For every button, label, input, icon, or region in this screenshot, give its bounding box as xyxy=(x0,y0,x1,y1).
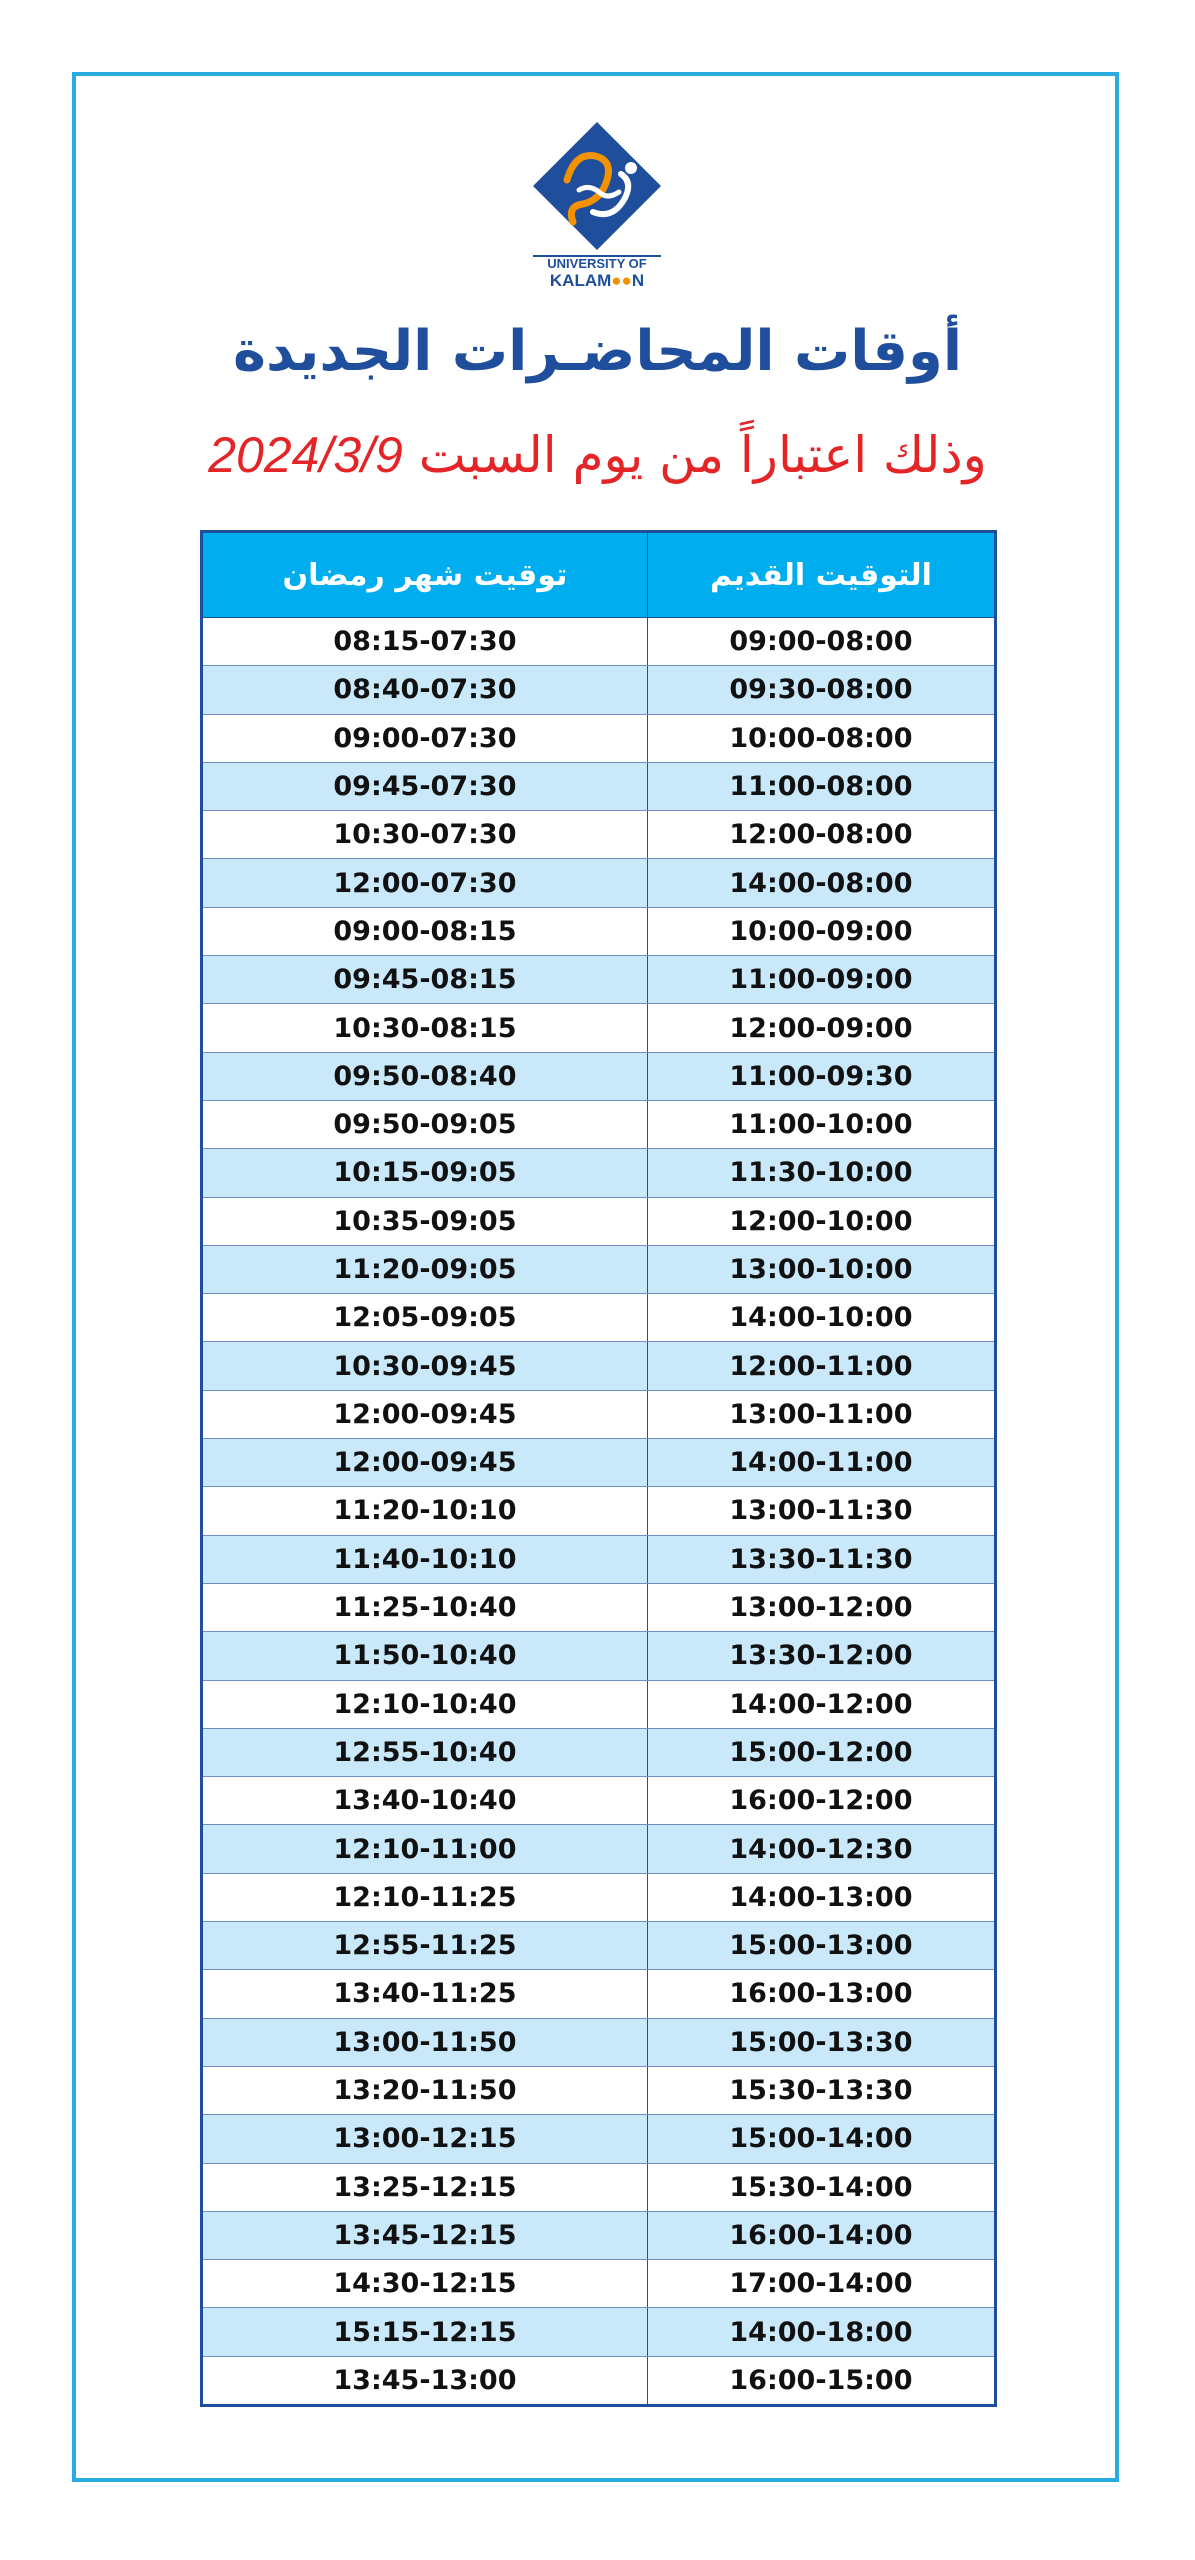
table-row xyxy=(202,1777,996,1825)
university-logo xyxy=(527,120,667,290)
cell-old-time: 15:00-13:30 xyxy=(647,2018,995,2066)
subtitle-text: وذلك اعتباراً من يوم السبت xyxy=(402,426,987,484)
cell-ramadan-time: 11:20-09:05 xyxy=(202,1245,648,1293)
cell-ramadan-time: 09:50-09:05 xyxy=(202,1100,648,1148)
cell-old-time: 11:00-10:00 xyxy=(647,1100,995,1148)
cell-old-time: 14:00-18:00 xyxy=(647,2308,995,2356)
cell-ramadan-time: 12:55-11:25 xyxy=(202,1922,648,1970)
table-row xyxy=(202,2163,996,2211)
cell-ramadan-time: 11:25-10:40 xyxy=(202,1583,648,1631)
table-row xyxy=(202,2115,996,2163)
logo-caption-line1: UNIVERSITY OF xyxy=(547,256,647,271)
table-row xyxy=(202,811,996,859)
cell-old-time: 14:00-12:30 xyxy=(647,1825,995,1873)
cell-ramadan-time: 13:45-12:15 xyxy=(202,2211,648,2259)
cell-ramadan-time: 09:50-08:40 xyxy=(202,1052,648,1100)
table-row xyxy=(202,762,996,810)
cell-ramadan-time: 13:25-12:15 xyxy=(202,2163,648,2211)
table-row xyxy=(202,1632,996,1680)
table-row xyxy=(202,1149,996,1197)
cell-old-time: 14:00-12:00 xyxy=(647,1680,995,1728)
cell-old-time: 14:00-13:00 xyxy=(647,1873,995,1921)
table-row xyxy=(202,1825,996,1873)
cell-ramadan-time: 12:00-09:45 xyxy=(202,1439,648,1487)
table-row xyxy=(202,1390,996,1438)
cell-old-time: 13:00-12:00 xyxy=(647,1583,995,1631)
cell-old-time: 17:00-14:00 xyxy=(647,2260,995,2308)
cell-ramadan-time: 12:10-11:00 xyxy=(202,1825,648,1873)
cell-ramadan-time: 09:00-08:15 xyxy=(202,907,648,955)
table-row xyxy=(202,1487,996,1535)
cell-ramadan-time: 13:45-13:00 xyxy=(202,2356,648,2405)
cell-old-time: 16:00-12:00 xyxy=(647,1777,995,1825)
table-row xyxy=(202,1245,996,1293)
table-row xyxy=(202,1197,996,1245)
table-row xyxy=(202,1583,996,1631)
table-header-row xyxy=(202,532,996,618)
cell-ramadan-time: 09:45-07:30 xyxy=(202,762,648,810)
logo-caption-line2: KALAM xyxy=(549,271,612,290)
cell-old-time: 12:00-11:00 xyxy=(647,1342,995,1390)
cell-ramadan-time: 13:20-11:50 xyxy=(202,2066,648,2114)
cell-ramadan-time: 13:00-11:50 xyxy=(202,2018,648,2066)
cell-old-time: 15:30-14:00 xyxy=(647,2163,995,2211)
table-row xyxy=(202,2308,996,2356)
table-row xyxy=(202,1439,996,1487)
page-subtitle xyxy=(0,415,1195,495)
cell-ramadan-time: 12:10-10:40 xyxy=(202,1680,648,1728)
table-row xyxy=(202,1873,996,1921)
cell-old-time: 15:30-13:30 xyxy=(647,2066,995,2114)
cell-ramadan-time: 12:00-09:45 xyxy=(202,1390,648,1438)
table-row xyxy=(202,1680,996,1728)
cell-old-time: 11:00-09:30 xyxy=(647,1052,995,1100)
table-row xyxy=(202,1970,996,2018)
cell-old-time: 11:00-08:00 xyxy=(647,762,995,810)
cell-old-time: 11:00-09:00 xyxy=(647,956,995,1004)
table-row xyxy=(202,1294,996,1342)
page-title: أوقات المحاضـرات الجديدة xyxy=(232,319,963,384)
cell-old-time: 12:00-08:00 xyxy=(647,811,995,859)
table-row xyxy=(202,859,996,907)
cell-old-time: 09:00-08:00 xyxy=(647,618,995,666)
cell-old-time: 13:00-10:00 xyxy=(647,1245,995,1293)
cell-ramadan-time: 09:00-07:30 xyxy=(202,714,648,762)
cell-old-time: 10:00-09:00 xyxy=(647,907,995,955)
header-old-timing: التوقيت القديم xyxy=(647,532,995,618)
cell-old-time: 12:00-09:00 xyxy=(647,1004,995,1052)
cell-old-time: 13:30-12:00 xyxy=(647,1632,995,1680)
cell-old-time: 16:00-13:00 xyxy=(647,1970,995,2018)
cell-ramadan-time: 12:00-07:30 xyxy=(202,859,648,907)
cell-ramadan-time: 09:45-08:15 xyxy=(202,956,648,1004)
table-row xyxy=(202,1052,996,1100)
cell-old-time: 11:30-10:00 xyxy=(647,1149,995,1197)
table-row xyxy=(202,1535,996,1583)
cell-old-time: 14:00-10:00 xyxy=(647,1294,995,1342)
cell-old-time: 13:00-11:30 xyxy=(647,1487,995,1535)
cell-ramadan-time: 14:30-12:15 xyxy=(202,2260,648,2308)
table-row xyxy=(202,618,996,666)
table-row xyxy=(202,714,996,762)
table-row xyxy=(202,1342,996,1390)
cell-old-time: 14:00-11:00 xyxy=(647,1439,995,1487)
cell-old-time: 12:00-10:00 xyxy=(647,1197,995,1245)
cell-ramadan-time: 10:35-09:05 xyxy=(202,1197,648,1245)
table-row xyxy=(202,1004,996,1052)
schedule-body xyxy=(202,618,996,2406)
cell-old-time: 10:00-08:00 xyxy=(647,714,995,762)
table-row xyxy=(202,956,996,1004)
table-row xyxy=(202,1100,996,1148)
cell-old-time: 13:30-11:30 xyxy=(647,1535,995,1583)
cell-ramadan-time: 10:30-07:30 xyxy=(202,811,648,859)
table-row xyxy=(202,2066,996,2114)
cell-old-time: 15:00-14:00 xyxy=(647,2115,995,2163)
table-row xyxy=(202,1922,996,1970)
subtitle-date: 2024/3/9 xyxy=(208,427,403,483)
cell-old-time: 14:00-08:00 xyxy=(647,859,995,907)
cell-old-time: 15:00-13:00 xyxy=(647,1922,995,1970)
cell-ramadan-time: 13:00-12:15 xyxy=(202,2115,648,2163)
schedule-table xyxy=(200,530,997,2407)
table-row xyxy=(202,2260,996,2308)
cell-ramadan-time: 11:40-10:10 xyxy=(202,1535,648,1583)
cell-ramadan-time: 10:30-08:15 xyxy=(202,1004,648,1052)
table-row xyxy=(202,2211,996,2259)
cell-old-time: 16:00-14:00 xyxy=(647,2211,995,2259)
table-row xyxy=(202,2018,996,2066)
header-ramadan-timing: توقيت شهر رمضان xyxy=(202,532,648,618)
cell-ramadan-time: 15:15-12:15 xyxy=(202,2308,648,2356)
cell-ramadan-time: 11:50-10:40 xyxy=(202,1632,648,1680)
svg-text:KALAM●●N: KALAM●●N xyxy=(549,271,645,290)
cell-old-time: 15:00-12:00 xyxy=(647,1728,995,1776)
cell-ramadan-time: 13:40-10:40 xyxy=(202,1777,648,1825)
cell-ramadan-time: 08:15-07:30 xyxy=(202,618,648,666)
table-row xyxy=(202,907,996,955)
cell-ramadan-time: 10:15-09:05 xyxy=(202,1149,648,1197)
cell-ramadan-time: 12:55-10:40 xyxy=(202,1728,648,1776)
table-row xyxy=(202,1728,996,1776)
table-row xyxy=(202,666,996,714)
cell-ramadan-time: 11:20-10:10 xyxy=(202,1487,648,1535)
cell-ramadan-time: 10:30-09:45 xyxy=(202,1342,648,1390)
cell-old-time: 16:00-15:00 xyxy=(647,2356,995,2405)
cell-old-time: 13:00-11:00 xyxy=(647,1390,995,1438)
cell-ramadan-time: 12:05-09:05 xyxy=(202,1294,648,1342)
cell-old-time: 09:30-08:00 xyxy=(647,666,995,714)
cell-ramadan-time: 13:40-11:25 xyxy=(202,1970,648,2018)
cell-ramadan-time: 08:40-07:30 xyxy=(202,666,648,714)
table-row xyxy=(202,2356,996,2405)
cell-ramadan-time: 12:10-11:25 xyxy=(202,1873,648,1921)
